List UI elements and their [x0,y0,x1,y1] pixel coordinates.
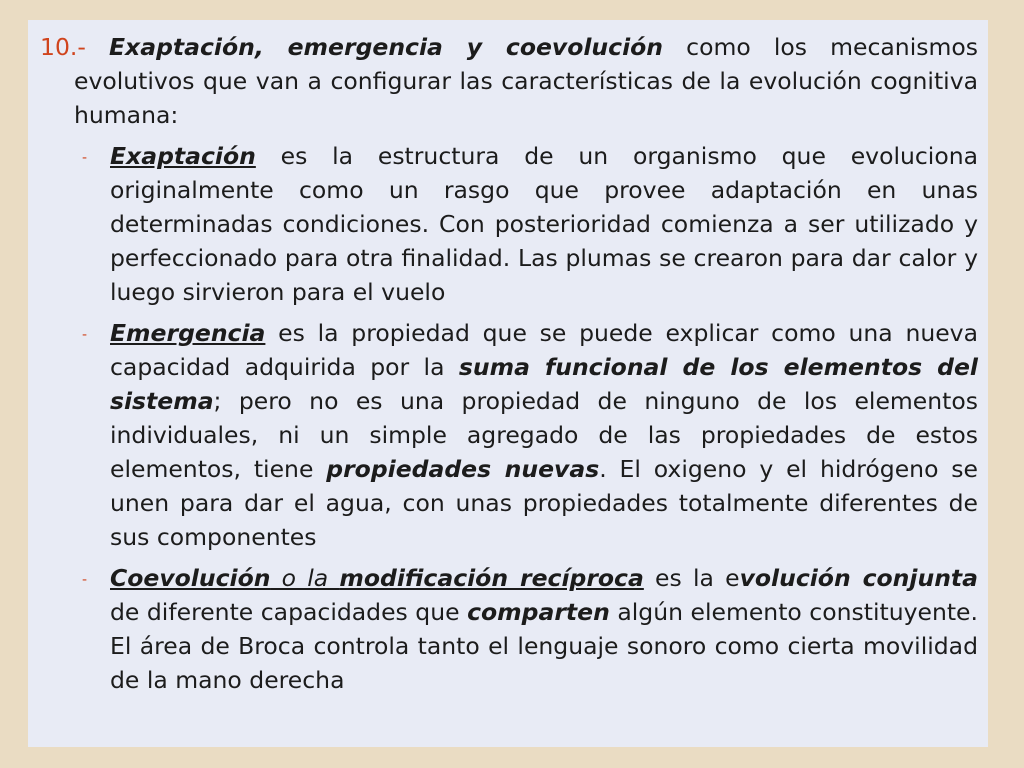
bullet-dash: - [82,150,88,166]
text-exaptacion: es la estructura de un organismo que evoluciona originalmente como un rasgo que provee adaptación en unas determinadas condiciones. Con posterioridad comienza a ser utilizado y perfeccionado para otra finalidad. Las plumas se crearon para dar calor y luego sirvieron para el vuelo [110,142,978,306]
slide [28,20,988,747]
text-emergencia-3: . El oxigeno y el hidrógeno se unen para dar el agua, con unas propiedades totalmente diferentes de sus componentes [110,455,979,551]
term-emergencia: Emergencia [110,319,266,347]
definition-list [40,139,978,697]
bullet-dash: - [82,327,88,343]
text-emergencia-2: ; pero no es una propiedad de ninguno de los elementos individuales, ni un simple agregado de las propiedades de estos elementos, tiene [110,387,978,483]
emphasis-modificacion-reciproca: modificación recíproca [339,564,644,592]
term-exaptacion: Exaptación [110,142,256,170]
text-coevolucion-o-la: o la [270,564,340,592]
heading-number: 10.- [40,33,86,61]
term-coevolucion: Coevolución [110,564,271,592]
heading-text: como los mecanismos evolutivos que van a configurar las características de la evolución cognitiva humana: [74,33,978,129]
list-item-coevolucion [40,561,978,697]
list-item-emergencia [40,316,978,554]
text-emergencia-1: es la propiedad que se puede explicar como una nueva capacidad adquirida por la [110,319,978,381]
emphasis-comparten: comparten [467,598,610,626]
emphasis-propiedades-nuevas: propiedades nuevas [326,455,600,483]
text-coevolucion-2: de diferente capacidades que [110,598,468,626]
text-coevolucion-3: algún elemento constituyente. El área de Broca controla tanto el lenguaje sonoro como cierta movilidad de la mano derecha [110,598,978,694]
text-coevolucion-1: es la e [643,564,740,592]
bullet-dash: - [82,572,88,588]
emphasis-evolucion-conjunta: volución conjunta [739,564,979,592]
list-item-exaptacion [40,139,978,309]
heading-term: Exaptación, emergencia y coevolución [109,33,664,61]
slide-heading [40,30,978,132]
emphasis-suma-funcional: suma funcional de los elementos del sistema [110,353,978,415]
